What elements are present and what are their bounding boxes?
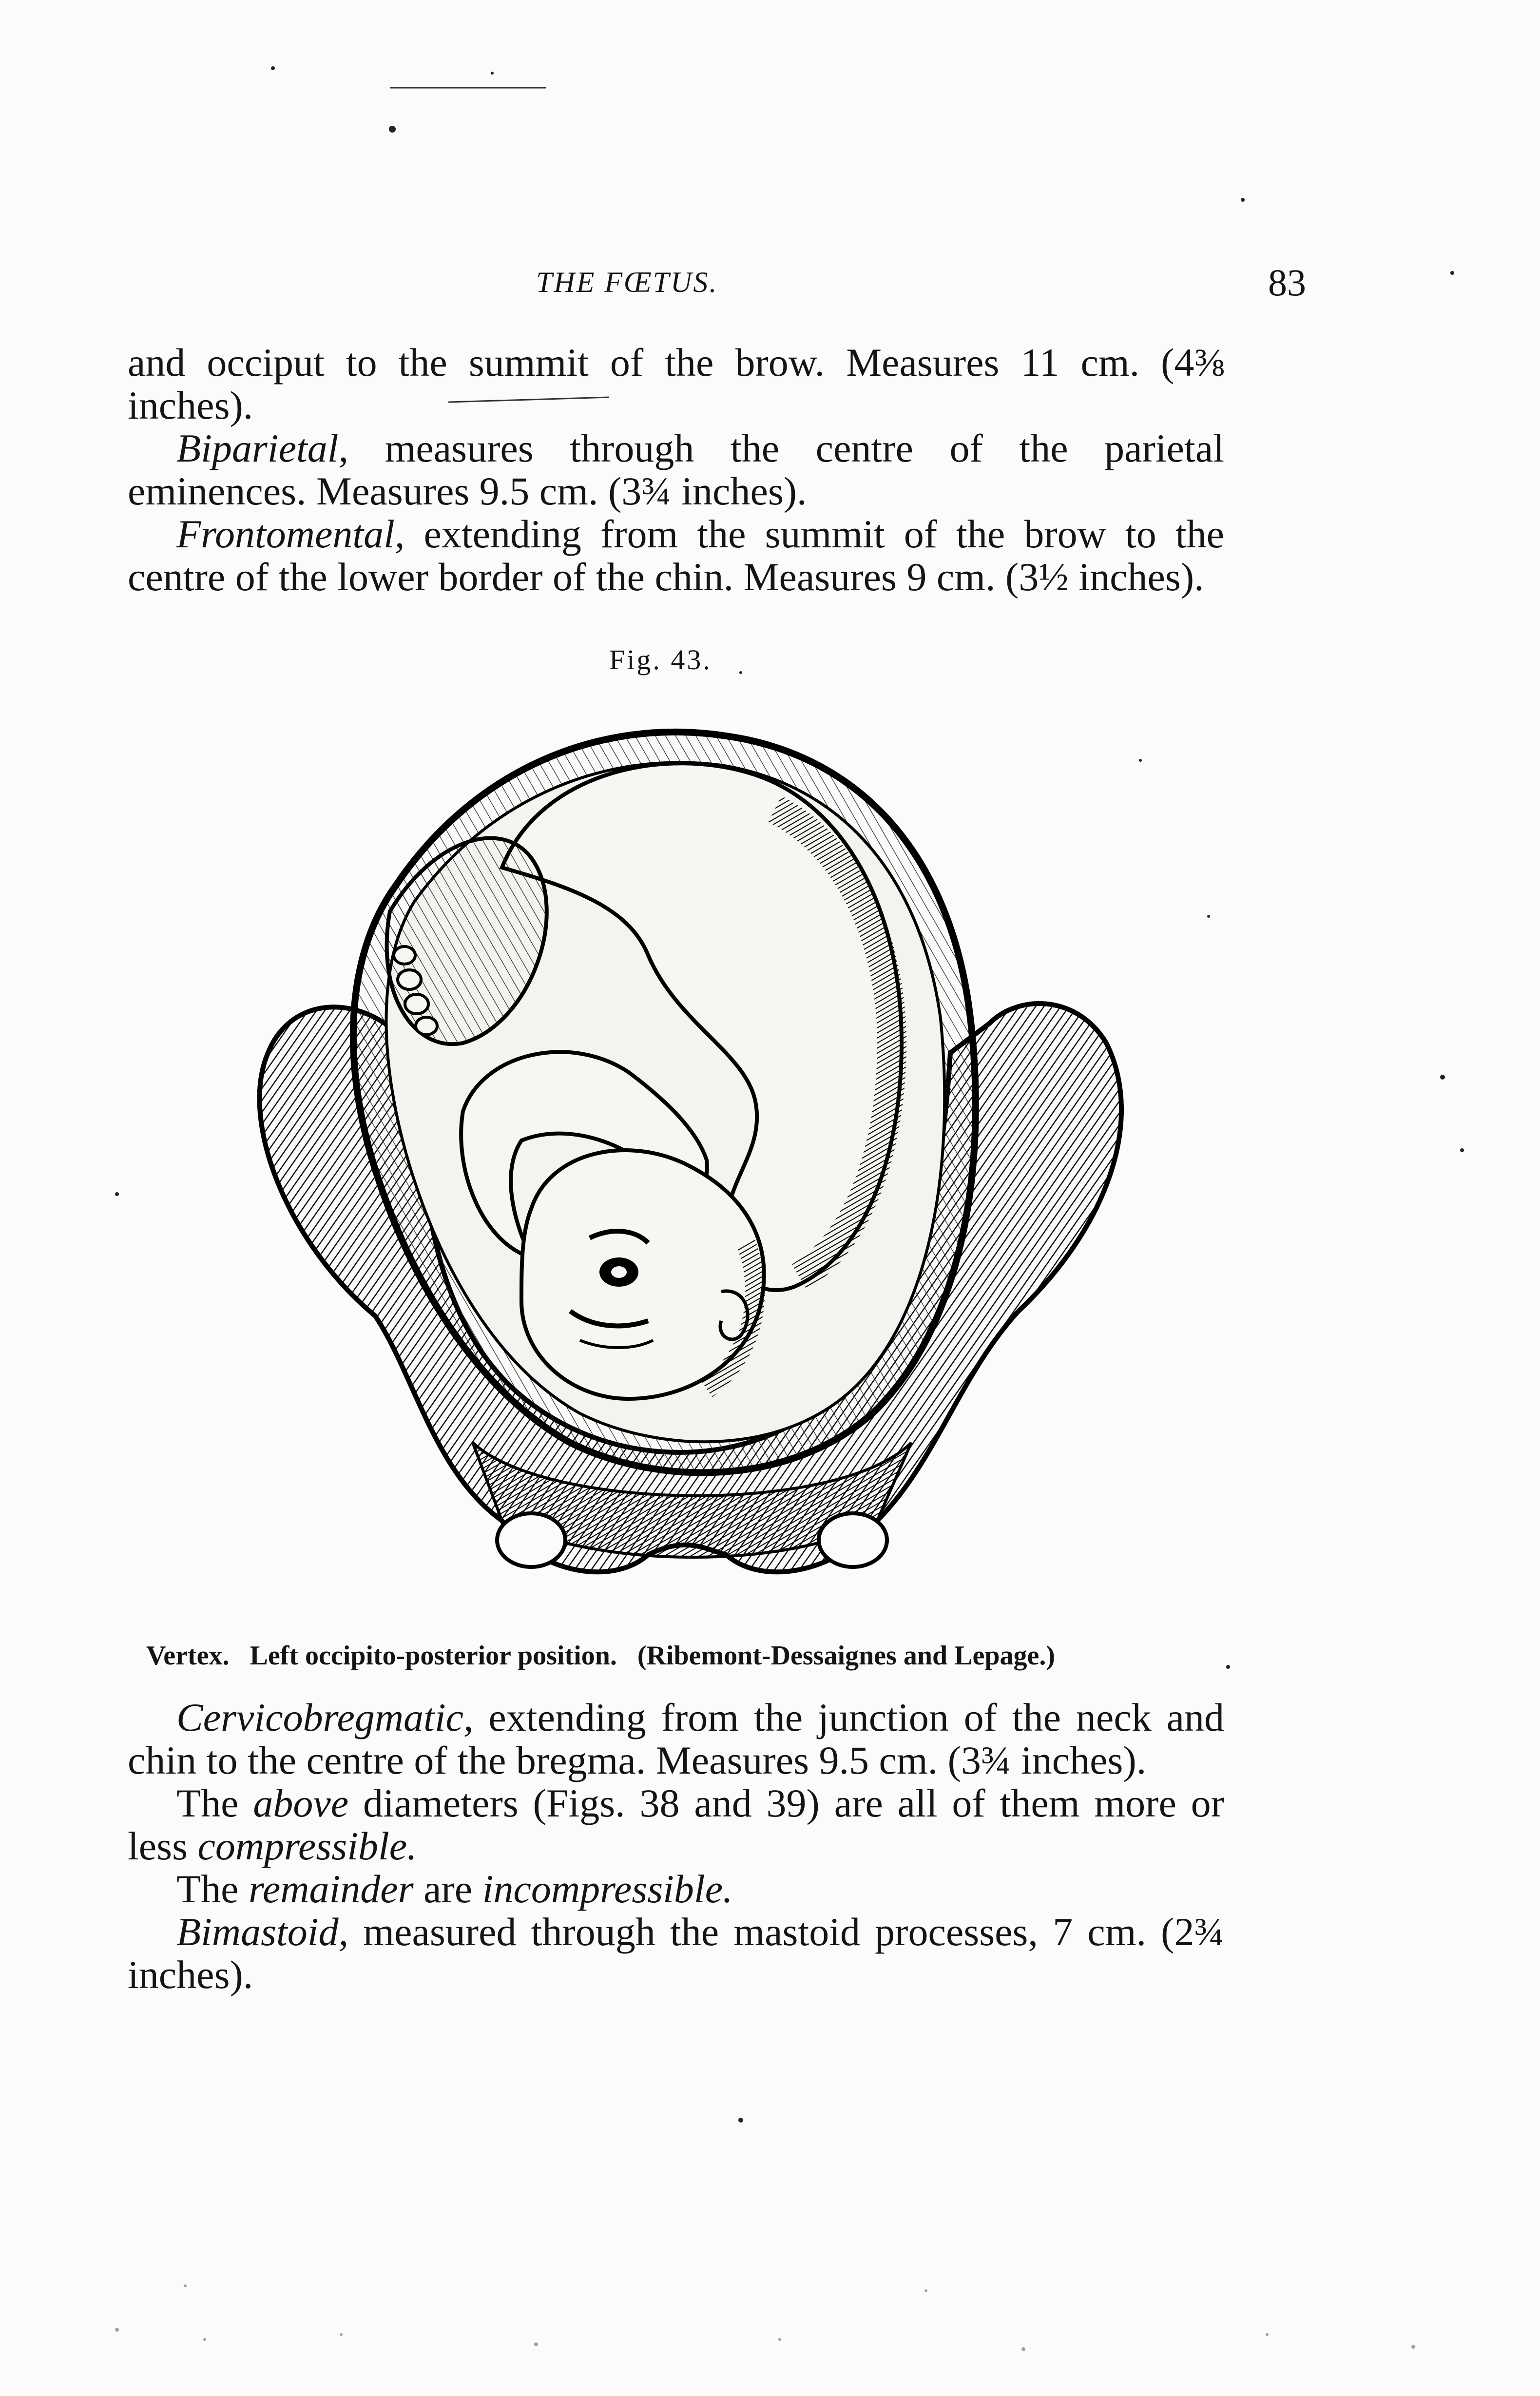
paragraph-occiput: and occiput to the summit of the brow. Measures 11 cm. (4⅜ inches). xyxy=(128,340,1224,427)
term-cervicobregmatic: Cervicobregmatic, xyxy=(176,1695,474,1739)
term-compressible: compressible. xyxy=(197,1824,417,1868)
incompressible-text-b: are xyxy=(413,1867,482,1911)
figure-label: Fig. 43. xyxy=(609,644,712,676)
caption-vertex: Vertex. xyxy=(146,1641,230,1671)
term-above: above xyxy=(253,1781,349,1825)
term-biparietal: Biparietal, xyxy=(176,426,349,470)
paragraph-frontomental xyxy=(128,513,1224,599)
bottom-text-block xyxy=(128,1696,1224,1996)
bimastoid-text: measured through the mastoid processes, 7 cm. (2¾ inches). xyxy=(128,1910,1224,1997)
foetus-illustration xyxy=(229,682,1155,1618)
paragraph-biparietal xyxy=(128,427,1224,513)
figure-caption xyxy=(146,1640,1218,1671)
running-head: THE FŒTUS. xyxy=(536,266,718,298)
paragraph-incompressible xyxy=(128,1868,1224,1911)
caption-position: Left occipito-posterior position. xyxy=(250,1641,617,1671)
paragraph-bimastoid xyxy=(128,1911,1224,1996)
biparietal-text: measures through the centre of the parietal eminences. Measures 9.5 cm. (3¾ inches). xyxy=(128,426,1224,513)
frontomental-text: extending from the summit of the brow to the centre of the lower border of the chin. Measures 9 cm. (3½ inches). xyxy=(128,512,1224,599)
top-text-block xyxy=(128,341,1224,599)
page-number: 83 xyxy=(1268,261,1306,304)
term-remainder: remainder xyxy=(248,1867,414,1911)
compressible-text-a: The xyxy=(176,1781,253,1825)
paragraph-compressible xyxy=(128,1782,1224,1868)
term-frontomental: Frontomental, xyxy=(176,512,405,556)
incompressible-text-a: The xyxy=(176,1867,249,1911)
term-bimastoid: Bimastoid, xyxy=(176,1910,349,1954)
page-header xyxy=(127,261,1306,305)
cervicobregmatic-text: extending from the junction of the neck and chin to the centre of the bregma. Measures 9.5 cm. (3¾ inches). xyxy=(128,1695,1224,1782)
caption-source: (Ribemont-Dessaignes and Lepage.) xyxy=(637,1641,1055,1671)
term-incompressible: incompressible. xyxy=(482,1867,733,1911)
paragraph-cervicobregmatic xyxy=(128,1696,1224,1782)
compressible-text-b: diameters (Figs. 38 and 39) are all of them more or less xyxy=(128,1781,1224,1868)
